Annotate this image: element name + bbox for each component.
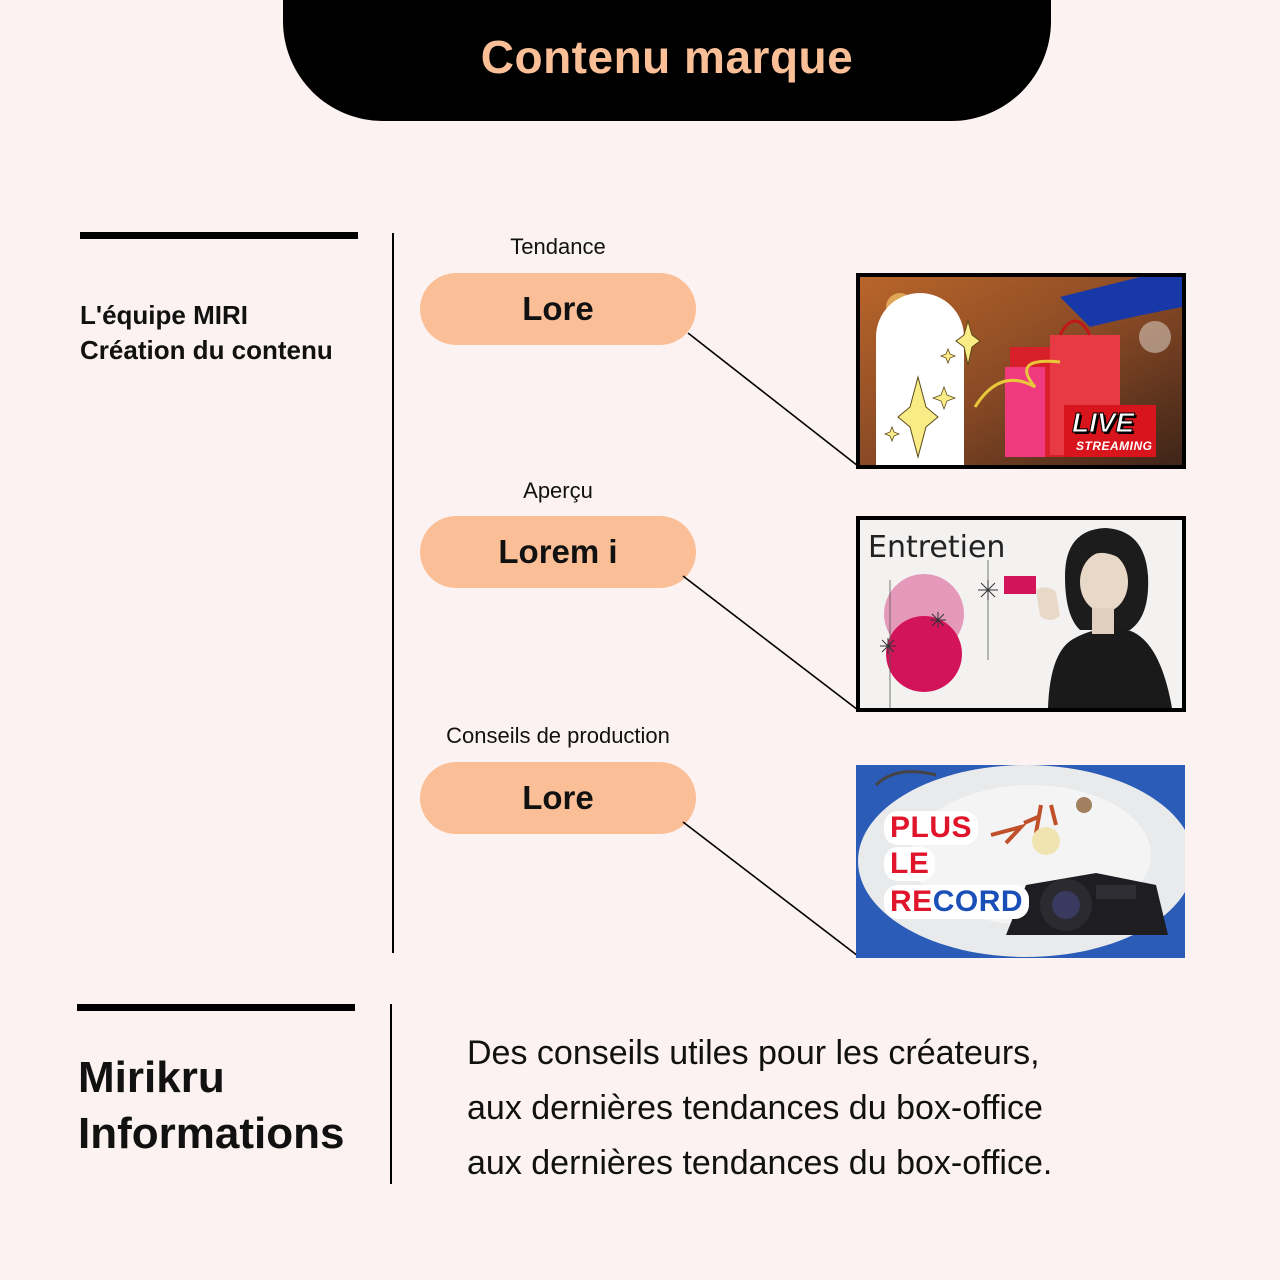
- record-line-1: PLUS: [884, 811, 978, 845]
- thumbnail-interview[interactable]: [856, 516, 1186, 712]
- connector-line-1: [688, 333, 858, 466]
- pill-button-tendance[interactable]: Lore: [420, 273, 696, 345]
- section-divider-bottom: [77, 1004, 355, 1011]
- section-divider-top: [80, 232, 358, 239]
- thumbnail-live-streaming[interactable]: [856, 273, 1186, 469]
- info-title: [78, 1050, 344, 1162]
- team-name: L'équipe MIRI: [80, 300, 248, 330]
- category-label-tendance: Tendance: [510, 234, 606, 259]
- connector-line-2: [683, 576, 858, 710]
- vertical-divider-top: [392, 233, 394, 953]
- team-role: Création du contenu: [80, 335, 333, 365]
- streaming-label: STREAMING: [1076, 439, 1153, 453]
- desc-line-3: aux dernières tendances du box-office.: [467, 1144, 1053, 1182]
- live-label: LIVE: [1072, 407, 1135, 438]
- pill-button-apercu[interactable]: Lorem i: [420, 516, 696, 588]
- desc-line-1: Des conseils utiles pour les créateurs,: [467, 1034, 1040, 1072]
- info-description: [467, 1026, 1052, 1191]
- vertical-divider-bottom: [390, 1004, 392, 1184]
- record-word-red: RE: [890, 885, 933, 918]
- live-badge: [1064, 405, 1156, 457]
- category-label-conseils: Conseils de production: [446, 723, 670, 748]
- thumbnail-record[interactable]: [856, 765, 1185, 958]
- desc-line-2: aux dernières tendances du box-office: [467, 1089, 1043, 1127]
- record-word-blue: CORD: [932, 885, 1024, 918]
- record-line-3: [884, 885, 1029, 919]
- connector-line-3: [683, 822, 858, 956]
- record-line-2: LE: [884, 847, 935, 881]
- info-title-line1: Mirikru: [78, 1053, 225, 1102]
- category-label-apercu: Aperçu: [523, 478, 593, 503]
- team-info: [80, 298, 333, 368]
- info-title-line2: Informations: [78, 1109, 345, 1158]
- interview-title: Entretien: [868, 530, 1006, 565]
- pill-button-conseils[interactable]: Lore: [420, 762, 696, 834]
- page-title: Contenu marque: [480, 31, 854, 83]
